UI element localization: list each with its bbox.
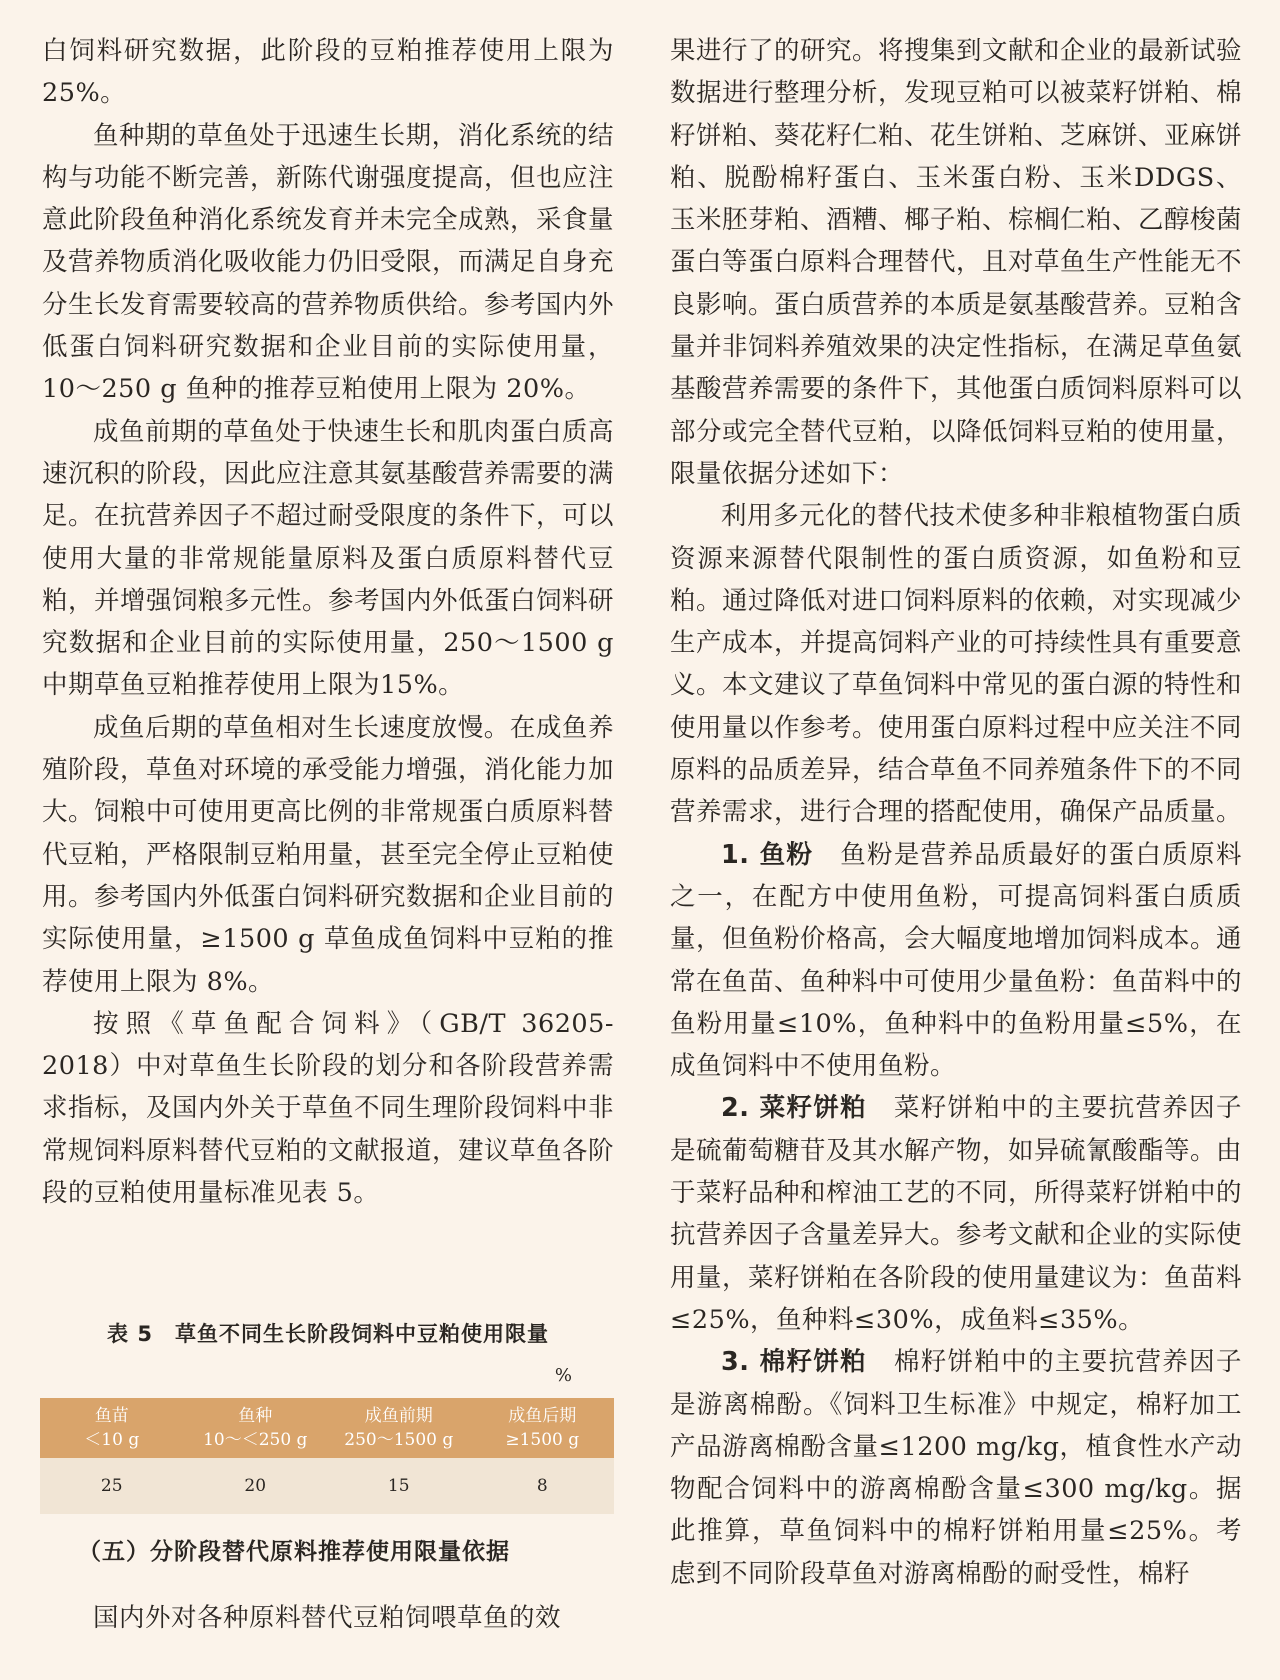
paragraph: 成鱼前期的草鱼处于快速生长和肌肉蛋白质高速沉积的阶段，因此应注意其氨基酸营养需要的满足。在抗营养因子不超过耐受限度的条件下，可以使用大量的非常规能量原料及蛋白质原料替代豆粕，并增强饲粮多元性。参考国内外低蛋白饲料研究数据和企业目前的实际使用量，250～1500 g 中期草鱼豆粕推荐使用上限为15%。: [42, 416, 615, 701]
paragraph: 利用多元化的替代技术使多种非粮植物蛋白质资源来源替代限制性的蛋白质资源，如鱼粉和豆粕。通过降低对进口饲料原料的依赖，对实现减少生产成本，并提高饲料产业的可持续性具有重要意义。本文建议了草鱼饲料中常见的蛋白源的特性和使用量以作参考。使用蛋白原料过程中应关注不同原料的品质差异，结合草鱼不同养殖条件下的不同营养需求，进行合理的搭配使用，确保产品质量。: [670, 501, 1243, 828]
table-header-row: [40, 1398, 614, 1458]
stage-range: 250～1500 g: [344, 1430, 454, 1450]
paragraph: 果进行了的研究。将搜集到文献和企业的最新试验数据进行整理分析，发现豆粕可以被菜籽饼粕、棉籽饼粕、葵花籽仁粕、花生饼粕、芝麻饼、亚麻饼粕、脱酚棉籽蛋白、玉米蛋白粉、玉米DDGS、玉米胚芽粕、酒糟、椰子粕、棕榈仁粕、乙醇梭菌蛋白等蛋白原料合理替代，且对草鱼生产性能无不良影响。蛋白质营养的本质是氨基酸营养。豆粕含量并非饲料养殖效果的决定性指标，在满足草鱼氨基酸营养需要的条件下，其他蛋白质饲料原料可以部分或完全替代豆粕，以降低饲料豆粕的使用量，限量依据分述如下：: [670, 36, 1243, 489]
paragraph: 鱼种期的草鱼处于迅速生长期，消化系统的结构与功能不断完善，新陈代谢强度提高，但也应注意此阶段鱼种消化系统发育并未完全成熟，采食量及营养物质消化吸收能力仍旧受限，而满足自身充分生长发育需要较高的营养物质供给。参考国内外低蛋白饲料研究数据和企业目前的实际使用量，10～250 g 鱼种的推荐豆粕使用上限为 20%。: [42, 120, 615, 405]
usage-limit-table: [40, 1398, 614, 1514]
stage-name: 成鱼后期: [508, 1406, 577, 1426]
paragraph: 按照《草鱼配合饲料》（GB/T 36205-2018）中对草鱼生长阶段的划分和各阶段营养需求指标，及国内外关于草鱼不同生理阶段饲料中非常规饲料原料替代豆粕的文献报道，建议草鱼各阶段的豆粕使用量标准见表 5。: [42, 1008, 615, 1209]
table-header-cell: [471, 1398, 615, 1458]
stage-range: ≥1500 g: [505, 1430, 580, 1450]
item-text: 鱼粉是营养品质最好的蛋白质原料之一，在配方中使用鱼粉，可提高饲料蛋白质质量，但鱼粉价格高，会大幅度地增加饲料成本。通常在鱼苗、鱼种料中可使用少量鱼粉：鱼苗料中的鱼粉用量≤10%，鱼种料中的鱼粉用量≤5%，在成鱼饲料中不使用鱼粉。: [670, 839, 1243, 1082]
table-header-cell: [40, 1398, 184, 1458]
table-cell: 15: [327, 1458, 471, 1514]
table-caption: 表 5 草鱼不同生长阶段饲料中豆粕使用限量: [107, 1322, 549, 1346]
list-item: [670, 1087, 1242, 1341]
paragraph: 国内外对各种原料替代豆粕饲喂草鱼的效: [93, 1603, 562, 1633]
item-text: 菜籽饼粕中的主要抗营养因子是硫葡萄糖苷及其水解产物，如异硫氰酸酯等。由于菜籽品种和榨油工艺的不同，所得菜籽饼粕中的抗营养因子含量差异大。参考文献和企业的实际使用量，菜籽饼粕在各阶段的使用量建议为：鱼苗料≤25%，鱼种料≤30%，成鱼料≤35%。: [670, 1093, 1243, 1335]
table-unit: %: [554, 1365, 572, 1386]
table-header-cell: [327, 1398, 471, 1458]
table-cell: 20: [184, 1458, 328, 1514]
list-item: [670, 1341, 1242, 1595]
section-heading: （五）分阶段替代原料推荐使用限量依据: [78, 1539, 510, 1565]
right-column: [670, 30, 1242, 1595]
paragraph: 白饲料研究数据，此阶段的豆粕推荐使用上限为25%。: [42, 36, 614, 109]
table-cell: 8: [471, 1458, 615, 1514]
paragraph: 成鱼后期的草鱼相对生长速度放慢。在成鱼养殖阶段，草鱼对环境的承受能力增强，消化能力加大。饲粮中可使用更高比例的非常规蛋白质原料替代豆粕，严格限制豆粕用量，甚至完全停止豆粕使用。参考国内外低蛋白饲料研究数据和企业目前的实际使用量，≥1500 g 草鱼成鱼饲料中豆粕的推荐使用上限为 8%。: [42, 712, 615, 997]
table-cell: 25: [40, 1458, 184, 1514]
list-item: [670, 834, 1242, 1088]
table-row: [40, 1458, 614, 1514]
item-title: 1. 鱼粉: [721, 839, 814, 870]
item-title: 2. 菜籽饼粕: [721, 1093, 868, 1124]
item-title: 3. 棉籽饼粕: [721, 1347, 868, 1378]
left-column-bottom: [42, 1597, 614, 1639]
stage-name: 成鱼前期: [364, 1406, 433, 1426]
stage-range: ＜10 g: [84, 1430, 140, 1450]
stage-name: 鱼种: [238, 1406, 273, 1426]
item-text: 棉籽饼粕中的主要抗营养因子是游离棉酚。《饲料卫生标准》中规定，棉籽加工产品游离棉酚含量≤1200 mg/kg，植食性水产动物配合饲料中的游离棉酚含量≤300 mg/kg。据此推算，草鱼饲料中的棉籽饼粕用量≤25%。考虑到不同阶段草鱼对游离棉酚的耐受性，棉籽: [670, 1347, 1242, 1589]
left-column: [42, 30, 614, 1214]
stage-range: 10～＜250 g: [203, 1430, 308, 1450]
stage-name: 鱼苗: [94, 1406, 129, 1426]
table-header-cell: [184, 1398, 328, 1458]
